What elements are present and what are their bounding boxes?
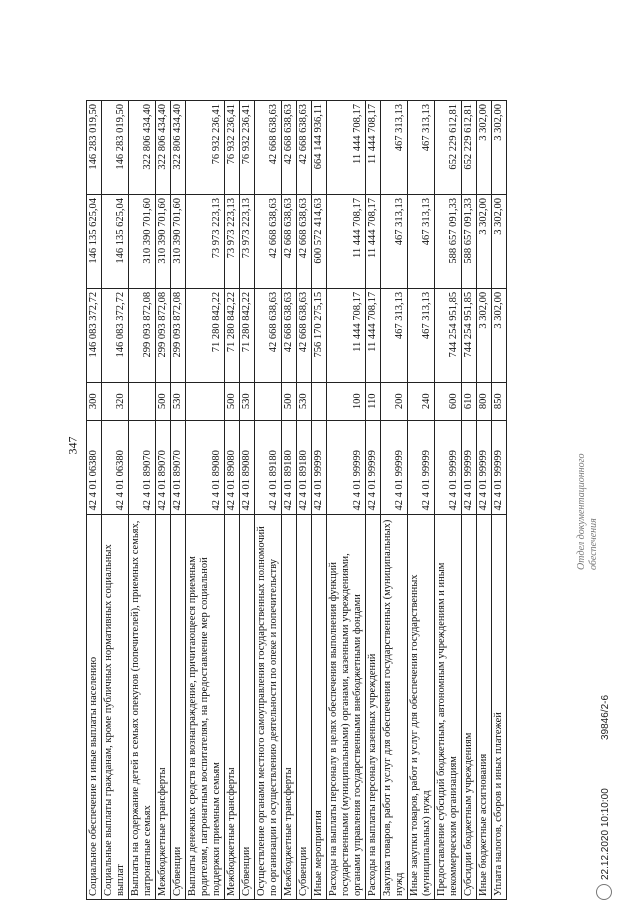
row-code: 42 4 01 89070 xyxy=(156,420,171,514)
row-code: 42 4 01 89080 xyxy=(225,420,240,514)
row-value-2023: 467 313,13 xyxy=(408,101,435,195)
row-name: Межбюджетные трансферты xyxy=(156,514,171,899)
row-value-2021: 71 280 842,22 xyxy=(240,288,255,382)
row-name: Выплаты на содержание детей в семьях опекунов (попечителей), приемных семьях, патронатные семьях xyxy=(129,514,156,899)
row-vr: 530 xyxy=(171,382,186,420)
budget-table-container xyxy=(86,100,576,900)
row-value-2022: 467 313,13 xyxy=(381,195,408,289)
row-code: 42 4 01 99999 xyxy=(435,420,462,514)
row-value-2022: 73 973 223,13 xyxy=(225,195,240,289)
row-value-2022: 42 668 638,63 xyxy=(255,195,282,289)
row-code: 42 4 01 99999 xyxy=(408,420,435,514)
row-value-2023: 11 444 708,17 xyxy=(366,101,381,195)
row-value-2021: 3 302,00 xyxy=(492,288,507,382)
table-row xyxy=(240,101,255,900)
table-row xyxy=(102,101,129,900)
row-value-2021: 299 093 872,08 xyxy=(129,288,156,382)
row-value-2021: 744 254 951,85 xyxy=(462,288,477,382)
row-vr: 320 xyxy=(102,382,129,420)
row-value-2023: 322 806 434,40 xyxy=(171,101,186,195)
row-value-2021: 42 668 638,63 xyxy=(297,288,312,382)
row-name: Расходы на выплаты персоналу в целях обеспечения выполнения функций государственными (муниципальными) органами, казенными учреждениями, органами управления государственными внебюджетными фондами xyxy=(327,514,366,899)
row-name: Выплаты денежных средств на вознаграждение, причитающееся приемным родителям, патронатным воспитателям, на предоставление мер социальной поддержки приемным семьям xyxy=(186,514,225,899)
row-vr: 110 xyxy=(366,382,381,420)
row-value-2023: 42 668 638,63 xyxy=(255,101,282,195)
row-vr: 800 xyxy=(477,382,492,420)
row-value-2022: 588 657 091,33 xyxy=(462,195,477,289)
row-code: 42 4 01 99999 xyxy=(462,420,477,514)
row-code: 42 4 01 99999 xyxy=(477,420,492,514)
row-name: Субсидии бюджетным учреждениям xyxy=(462,514,477,899)
row-value-2023: 146 283 019,50 xyxy=(102,101,129,195)
page-footer xyxy=(560,100,630,900)
footer-doc-id: 39846/2-6 xyxy=(600,694,611,740)
row-value-2021: 71 280 842,22 xyxy=(186,288,225,382)
row-name: Социальное обеспечение и иные выплаты населению xyxy=(87,514,102,899)
row-code: 42 4 01 89180 xyxy=(255,420,282,514)
row-vr xyxy=(312,382,327,420)
row-value-2021: 146 083 372,72 xyxy=(102,288,129,382)
row-value-2023: 42 668 638,63 xyxy=(282,101,297,195)
row-value-2023: 76 932 236,41 xyxy=(186,101,225,195)
row-value-2021: 71 280 842,22 xyxy=(225,288,240,382)
row-vr: 610 xyxy=(462,382,477,420)
row-name: Межбюджетные трансферты xyxy=(225,514,240,899)
row-value-2022: 3 302,00 xyxy=(492,195,507,289)
row-value-2022: 42 668 638,63 xyxy=(282,195,297,289)
row-vr xyxy=(129,382,156,420)
row-value-2023: 3 302,00 xyxy=(477,101,492,195)
table-row xyxy=(156,101,171,900)
table-row xyxy=(186,101,225,900)
row-name: Осуществление органами местного самоуправления государственных полномочий по организации и осуществлению деятельности по опеке и попечительству xyxy=(255,514,282,899)
table-row xyxy=(282,101,297,900)
row-value-2022: 310 390 701,60 xyxy=(171,195,186,289)
row-vr xyxy=(255,382,282,420)
row-value-2022: 146 135 625,04 xyxy=(102,195,129,289)
row-code: 42 4 01 99999 xyxy=(492,420,507,514)
row-vr: 240 xyxy=(408,382,435,420)
page-number: 347 xyxy=(65,436,80,455)
row-value-2022: 3 302,00 xyxy=(477,195,492,289)
row-vr: 100 xyxy=(327,382,366,420)
table-row xyxy=(408,101,435,900)
row-value-2023: 467 313,13 xyxy=(381,101,408,195)
row-value-2021: 744 254 951,85 xyxy=(435,288,462,382)
row-code: 42 4 01 99999 xyxy=(381,420,408,514)
row-name: Иные бюджетные ассигнования xyxy=(477,514,492,899)
row-value-2021: 299 093 872,08 xyxy=(171,288,186,382)
stamp-line: обеспечения xyxy=(588,518,599,570)
row-vr: 600 xyxy=(435,382,462,420)
table-row xyxy=(327,101,366,900)
table-row xyxy=(297,101,312,900)
row-value-2022: 11 444 708,17 xyxy=(366,195,381,289)
row-name: Закупка товаров, работ и услуг для обеспечения государственных (муниципальных) нужд xyxy=(381,514,408,899)
row-value-2021: 42 668 638,63 xyxy=(282,288,297,382)
row-value-2021: 146 083 372,72 xyxy=(87,288,102,382)
row-value-2021: 3 302,00 xyxy=(477,288,492,382)
row-value-2022: 588 657 091,33 xyxy=(435,195,462,289)
row-value-2023: 652 229 612,81 xyxy=(435,101,462,195)
row-value-2021: 467 313,13 xyxy=(381,288,408,382)
department-stamp xyxy=(576,453,600,570)
row-value-2023: 42 668 638,63 xyxy=(297,101,312,195)
row-name: Расходы на выплаты персоналу казенных учреждений xyxy=(366,514,381,899)
stamp-line: Отдел документационного xyxy=(576,453,587,570)
table-row xyxy=(435,101,462,900)
row-vr xyxy=(186,382,225,420)
row-value-2022: 467 313,13 xyxy=(408,195,435,289)
row-code: 42 4 01 99999 xyxy=(312,420,327,514)
row-vr: 500 xyxy=(282,382,297,420)
row-vr: 200 xyxy=(381,382,408,420)
row-value-2023: 3 302,00 xyxy=(492,101,507,195)
row-value-2023: 322 806 434,40 xyxy=(156,101,171,195)
row-vr: 530 xyxy=(297,382,312,420)
row-value-2021: 11 444 708,17 xyxy=(327,288,366,382)
row-code: 42 4 01 89180 xyxy=(282,420,297,514)
table-row xyxy=(129,101,156,900)
row-vr: 500 xyxy=(225,382,240,420)
table-row xyxy=(477,101,492,900)
row-vr: 850 xyxy=(492,382,507,420)
row-value-2022: 310 390 701,60 xyxy=(129,195,156,289)
row-value-2023: 322 806 434,40 xyxy=(129,101,156,195)
row-value-2021: 299 093 872,08 xyxy=(156,288,171,382)
row-value-2023: 664 144 936,11 xyxy=(312,101,327,195)
row-value-2022: 42 668 638,63 xyxy=(297,195,312,289)
row-value-2023: 76 932 236,41 xyxy=(225,101,240,195)
row-name: Субвенции xyxy=(297,514,312,899)
row-value-2021: 756 170 275,15 xyxy=(312,288,327,382)
row-value-2021: 11 444 708,17 xyxy=(366,288,381,382)
row-name: Социальные выплаты гражданам, кроме публичных нормативных социальных выплат xyxy=(102,514,129,899)
row-code: 42 4 01 89070 xyxy=(129,420,156,514)
row-vr: 530 xyxy=(240,382,255,420)
table-row xyxy=(225,101,240,900)
table-row xyxy=(255,101,282,900)
row-name: Иные закупки товаров, работ и услуг для обеспечения государственных (муниципальных) нужд xyxy=(408,514,435,899)
row-value-2021: 42 668 638,63 xyxy=(255,288,282,382)
row-value-2023: 11 444 708,17 xyxy=(327,101,366,195)
table-row xyxy=(171,101,186,900)
row-value-2023: 652 229 612,81 xyxy=(462,101,477,195)
row-code: 42 4 01 89180 xyxy=(297,420,312,514)
table-row xyxy=(381,101,408,900)
row-code: 42 4 01 99999 xyxy=(366,420,381,514)
row-name: Уплата налогов, сборов и иных платежей xyxy=(492,514,507,899)
row-value-2022: 310 390 701,60 xyxy=(156,195,171,289)
row-value-2022: 11 444 708,17 xyxy=(327,195,366,289)
table-row xyxy=(87,101,102,900)
row-value-2022: 73 973 223,13 xyxy=(186,195,225,289)
footer-timestamp: 22.12.2020 10:10:00 xyxy=(600,788,611,880)
row-code: 42 4 01 89070 xyxy=(171,420,186,514)
budget-table xyxy=(86,100,507,900)
row-name: Субвенции xyxy=(171,514,186,899)
table-row xyxy=(366,101,381,900)
row-value-2023: 76 932 236,41 xyxy=(240,101,255,195)
row-code: 42 4 01 99999 xyxy=(327,420,366,514)
table-row xyxy=(492,101,507,900)
row-code: 42 4 01 06380 xyxy=(87,420,102,514)
row-code: 42 4 01 89080 xyxy=(240,420,255,514)
row-code: 42 4 01 06380 xyxy=(102,420,129,514)
row-name: Предоставление субсидий бюджетным, автономным учреждениям и иным некоммерческим организациям xyxy=(435,514,462,899)
row-value-2022: 146 135 625,04 xyxy=(87,195,102,289)
row-code: 42 4 01 89080 xyxy=(186,420,225,514)
table-row xyxy=(462,101,477,900)
row-value-2021: 467 313,13 xyxy=(408,288,435,382)
row-value-2022: 600 572 414,63 xyxy=(312,195,327,289)
row-vr: 500 xyxy=(156,382,171,420)
row-name: Субвенции xyxy=(240,514,255,899)
row-name: Иные мероприятия xyxy=(312,514,327,899)
row-name: Межбюджетные трансферты xyxy=(282,514,297,899)
registry-logo-icon xyxy=(596,884,612,900)
table-row xyxy=(312,101,327,900)
row-value-2023: 146 283 019,50 xyxy=(87,101,102,195)
row-value-2022: 73 973 223,13 xyxy=(240,195,255,289)
row-vr: 300 xyxy=(87,382,102,420)
